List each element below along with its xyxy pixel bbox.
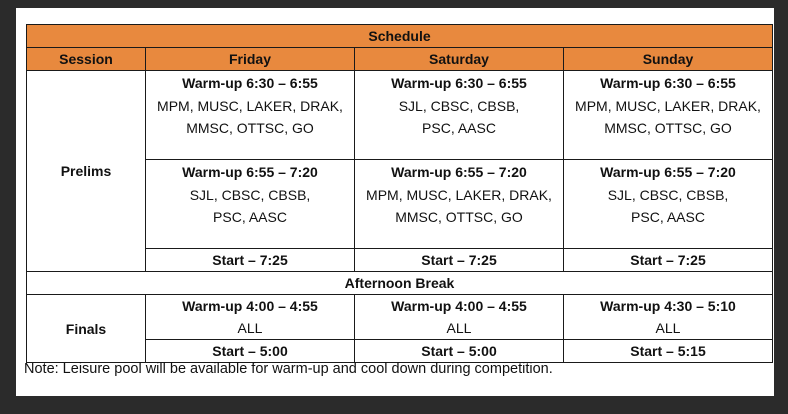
column-header-friday: Friday <box>146 48 355 71</box>
team-list: SJL, CBSC, CBSB, PSC, AASC <box>189 187 311 225</box>
column-header-sunday: Sunday <box>564 48 773 71</box>
warmup-time: Warm-up 6:55 – 7:20 <box>391 164 527 180</box>
footnote: Note: Leisure pool will be available for warm-up and cool down during competition. <box>24 361 553 377</box>
prelims-block-2-friday <box>146 160 355 249</box>
prelims-block-2-saturday <box>355 160 564 249</box>
prelims-block-1-friday <box>146 71 355 160</box>
warmup-time: Warm-up 6:30 – 6:55 <box>600 75 736 91</box>
prelims-block-2-sunday <box>564 160 773 249</box>
finals-warmup-sunday <box>564 295 773 340</box>
schedule-title: Schedule <box>27 25 773 48</box>
prelims-start-sunday: Start – 7:25 <box>564 249 773 272</box>
team-list: ALL <box>655 320 681 336</box>
column-header-saturday: Saturday <box>355 48 564 71</box>
warmup-time: Warm-up 6:30 – 6:55 <box>391 75 527 91</box>
prelims-start-friday: Start – 7:25 <box>146 249 355 272</box>
document-page <box>16 8 774 396</box>
team-list: SJL, CBSC, CBSB, PSC, AASC <box>607 187 729 225</box>
prelims-start-saturday: Start – 7:25 <box>355 249 564 272</box>
warmup-time: Warm-up 4:00 – 4:55 <box>391 298 527 314</box>
prelims-block-1-saturday <box>355 71 564 160</box>
team-list: MPM, MUSC, LAKER, DRAK, MMSC, OTTSC, GO <box>366 187 552 225</box>
prelims-block-1-row <box>27 71 773 160</box>
finals-warmup-saturday <box>355 295 564 340</box>
column-header-session: Session <box>27 48 146 71</box>
session-label-finals: Finals <box>27 295 146 363</box>
afternoon-break-label: Afternoon Break <box>27 272 773 295</box>
warmup-time: Warm-up 4:30 – 5:10 <box>600 298 736 314</box>
finals-start-sunday: Start – 5:15 <box>564 340 773 363</box>
warmup-time: Warm-up 6:30 – 6:55 <box>182 75 318 91</box>
team-list: SJL, CBSC, CBSB, PSC, AASC <box>398 98 520 136</box>
schedule-table <box>26 24 773 363</box>
afternoon-break-row <box>27 272 773 295</box>
finals-warmup-row <box>27 295 773 340</box>
finals-start-friday: Start – 5:00 <box>146 340 355 363</box>
finals-start-saturday: Start – 5:00 <box>355 340 564 363</box>
team-list: ALL <box>237 320 263 336</box>
session-label-prelims: Prelims <box>27 71 146 272</box>
team-list: MPM, MUSC, LAKER, DRAK, MMSC, OTTSC, GO <box>157 98 343 136</box>
warmup-time: Warm-up 6:55 – 7:20 <box>182 164 318 180</box>
team-list: MPM, MUSC, LAKER, DRAK, MMSC, OTTSC, GO <box>575 98 761 136</box>
prelims-block-1-sunday <box>564 71 773 160</box>
warmup-time: Warm-up 4:00 – 4:55 <box>182 298 318 314</box>
warmup-time: Warm-up 6:55 – 7:20 <box>600 164 736 180</box>
finals-warmup-friday <box>146 295 355 340</box>
team-list: ALL <box>446 320 472 336</box>
